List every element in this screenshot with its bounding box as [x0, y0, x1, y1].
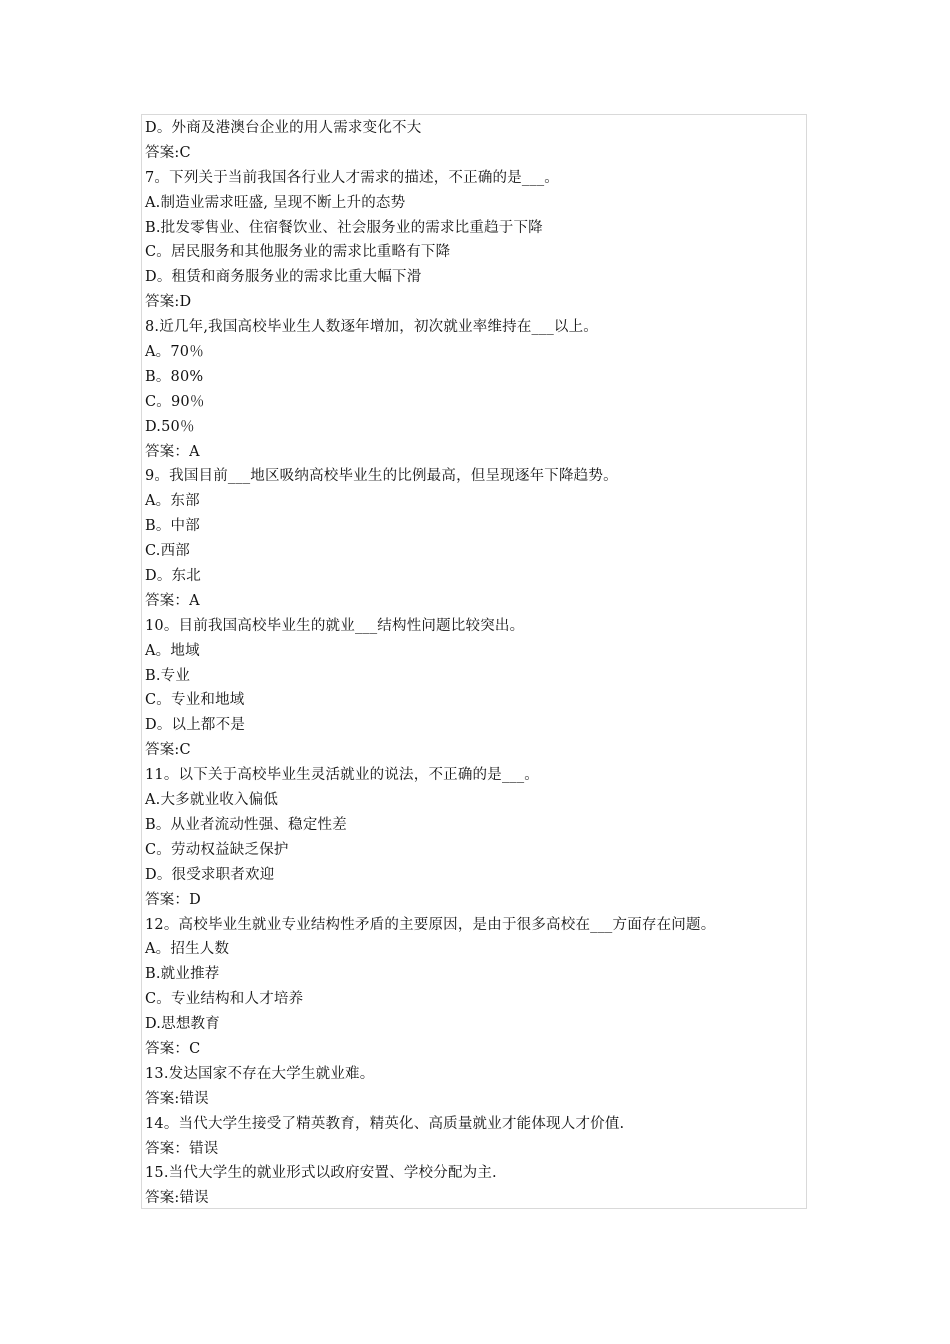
text-line: 答案:D: [145, 294, 192, 311]
text-line: C.西部: [145, 543, 190, 560]
text-line: B.批发零售业、住宿餐饮业、社会服务业的需求比重趋于下降: [145, 219, 543, 236]
text-line: A。招生人数: [145, 941, 230, 958]
text-line: 10。目前我国高校毕业生的就业___结构性问题比较突出。: [145, 617, 525, 634]
text-line: B。80%: [145, 368, 204, 385]
text-line: 15.当代大学生的就业形式以政府安置、学校分配为主.: [145, 1165, 497, 1182]
text-line: D。外商及港澳台企业的用人需求变化不大: [145, 120, 422, 136]
text-line: 9。我国目前___地区吸纳高校毕业生的比例最高，但呈现逐年下降趋势。: [145, 468, 618, 485]
text-line: 答案:错误: [145, 1190, 209, 1207]
text-line: 答案：A: [145, 592, 200, 609]
text-line: A.大多就业收入偏低: [145, 792, 279, 809]
text-line: A。东部: [145, 493, 200, 510]
text-line: 13.发达国家不存在大学生就业难。: [145, 1065, 375, 1082]
text-line: D.50％: [145, 418, 195, 435]
text-line: A.制造业需求旺盛, 呈现不断上升的态势: [145, 194, 406, 211]
text-line: D。东北: [145, 568, 201, 585]
text-line: B.专业: [145, 667, 191, 684]
text-line: D.思想教育: [145, 1016, 220, 1033]
text-line: C。劳动权益缺乏保护: [145, 841, 289, 858]
text-line: 答案:C: [145, 742, 191, 759]
text-line: D。租赁和商务服务业的需求比重大幅下滑: [145, 269, 422, 286]
text-line: D。以上都不是: [145, 717, 246, 734]
text-line: 答案：D: [145, 891, 201, 908]
text-line: 14。当代大学生接受了精英教育，精英化、高质量就业才能体现人才价值.: [145, 1115, 625, 1132]
text-line: 12。高校毕业生就业专业结构性矛盾的主要原因，是由于很多高校在___方面存在问题。: [145, 916, 716, 933]
document-body: [145, 116, 805, 1211]
text-line: B。从业者流动性强、稳定性差: [145, 816, 347, 833]
text-line: D。很受求职者欢迎: [145, 866, 275, 883]
text-line: 答案:错误: [145, 1090, 209, 1107]
text-line: C。专业和地域: [145, 692, 245, 709]
text-line: A。70％: [145, 344, 204, 361]
text-line: 8.近几年,我国高校毕业生人数逐年增加，初次就业率维持在___以上。: [145, 319, 598, 336]
text-line: 答案：错误: [145, 1140, 219, 1157]
text-line: 答案：A: [145, 443, 200, 460]
text-line: C。90％: [145, 393, 205, 410]
text-line: 答案：C: [145, 1040, 201, 1057]
text-line: 11。以下关于高校毕业生灵活就业的说法，不正确的是___。: [145, 767, 539, 784]
text-line: 7。下列关于当前我国各行业人才需求的描述，不正确的是___。: [145, 169, 559, 186]
text-line: C。专业结构和人才培养: [145, 991, 304, 1008]
text-line: 答案:C: [145, 144, 191, 161]
text-line: B。中部: [145, 518, 200, 535]
text-line: A。地域: [145, 642, 200, 659]
text-line: C。居民服务和其他服务业的需求比重略有下降: [145, 244, 451, 261]
text-line: B.就业推荐: [145, 966, 220, 983]
